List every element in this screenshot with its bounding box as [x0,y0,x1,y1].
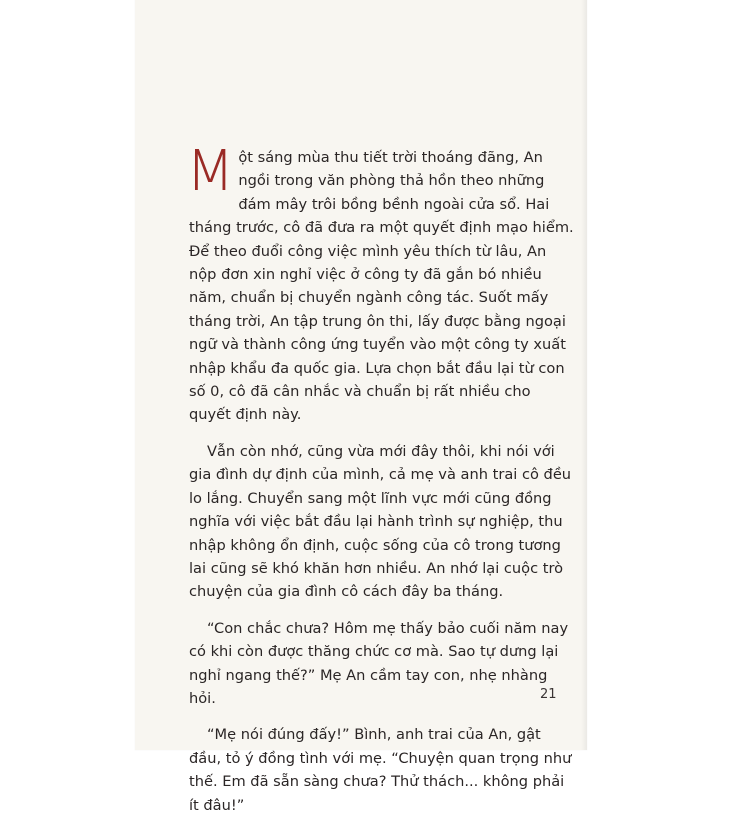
paragraph-2: Vẫn còn nhớ, cũng vừa mới đây thôi, khi nói với gia đình dự định của mình, cả mẹ và anh trai cô đều lo lắng. Chuyển sang một lĩnh vực mới cũng đồng nghĩa với việc bắt đầu lại hành trình sự nghiệp, thu nhập không ổn định, cuộc sống của cô trong tương lai cũng sẽ khó khăn hơn nhiều. An nhớ lại cuộc trò chuyện của gia đình cô cách đây ba tháng. [189,442,572,601]
book-page [135,0,587,814]
paragraph-3: “Con chắc chưa? Hôm mẹ thấy bảo cuối năm nay có khi còn được thăng chức cơ mà. Sao tự dưng lại nghỉ ngang thế?” Mẹ An cầm tay con, nhẹ nhàng hỏi. [189,619,569,707]
paragraph-1 [186,139,575,427]
page-edge-shadow [581,0,587,750]
drop-cap: M [186,139,235,204]
paragraph-4: “Mẹ nói đúng đấy!” Bình, anh trai của An, gật đầu, tỏ ý đồng tình với mẹ. “Chuyện quan trọng như thế. Em đã sẵn sàng chưa? Thử thách... không phải ít đâu!” [189,726,572,814]
body-text [186,139,575,830]
page-number: 21 [540,687,557,702]
paragraph-1-text: ột sáng mùa thu tiết trời thoáng đãng, An ngồi trong văn phòng thả hồn theo những đám mây trôi bồng bềnh ngoài cửa sổ. Hai tháng trước, cô đã đưa ra một quyết định mạo hiểm. Để theo đuổi công việc mình yêu thích từ lâu, An nộp đơn xin nghỉ việc ở công ty đã gắn bó nhiều năm, chuẩn bị chuyển ngành công tác. Suốt mấy tháng trời, An tập trung ôn thi, lấy được bằng ngoại ngữ và thành công ứng tuyển vào một công ty xuất nhập khẩu đa quốc gia. Lựa chọn bắt đầu lại từ con số 0, cô đã cân nhắc và chuẩn bị rất nhiều cho quyết định này. [189,149,574,424]
